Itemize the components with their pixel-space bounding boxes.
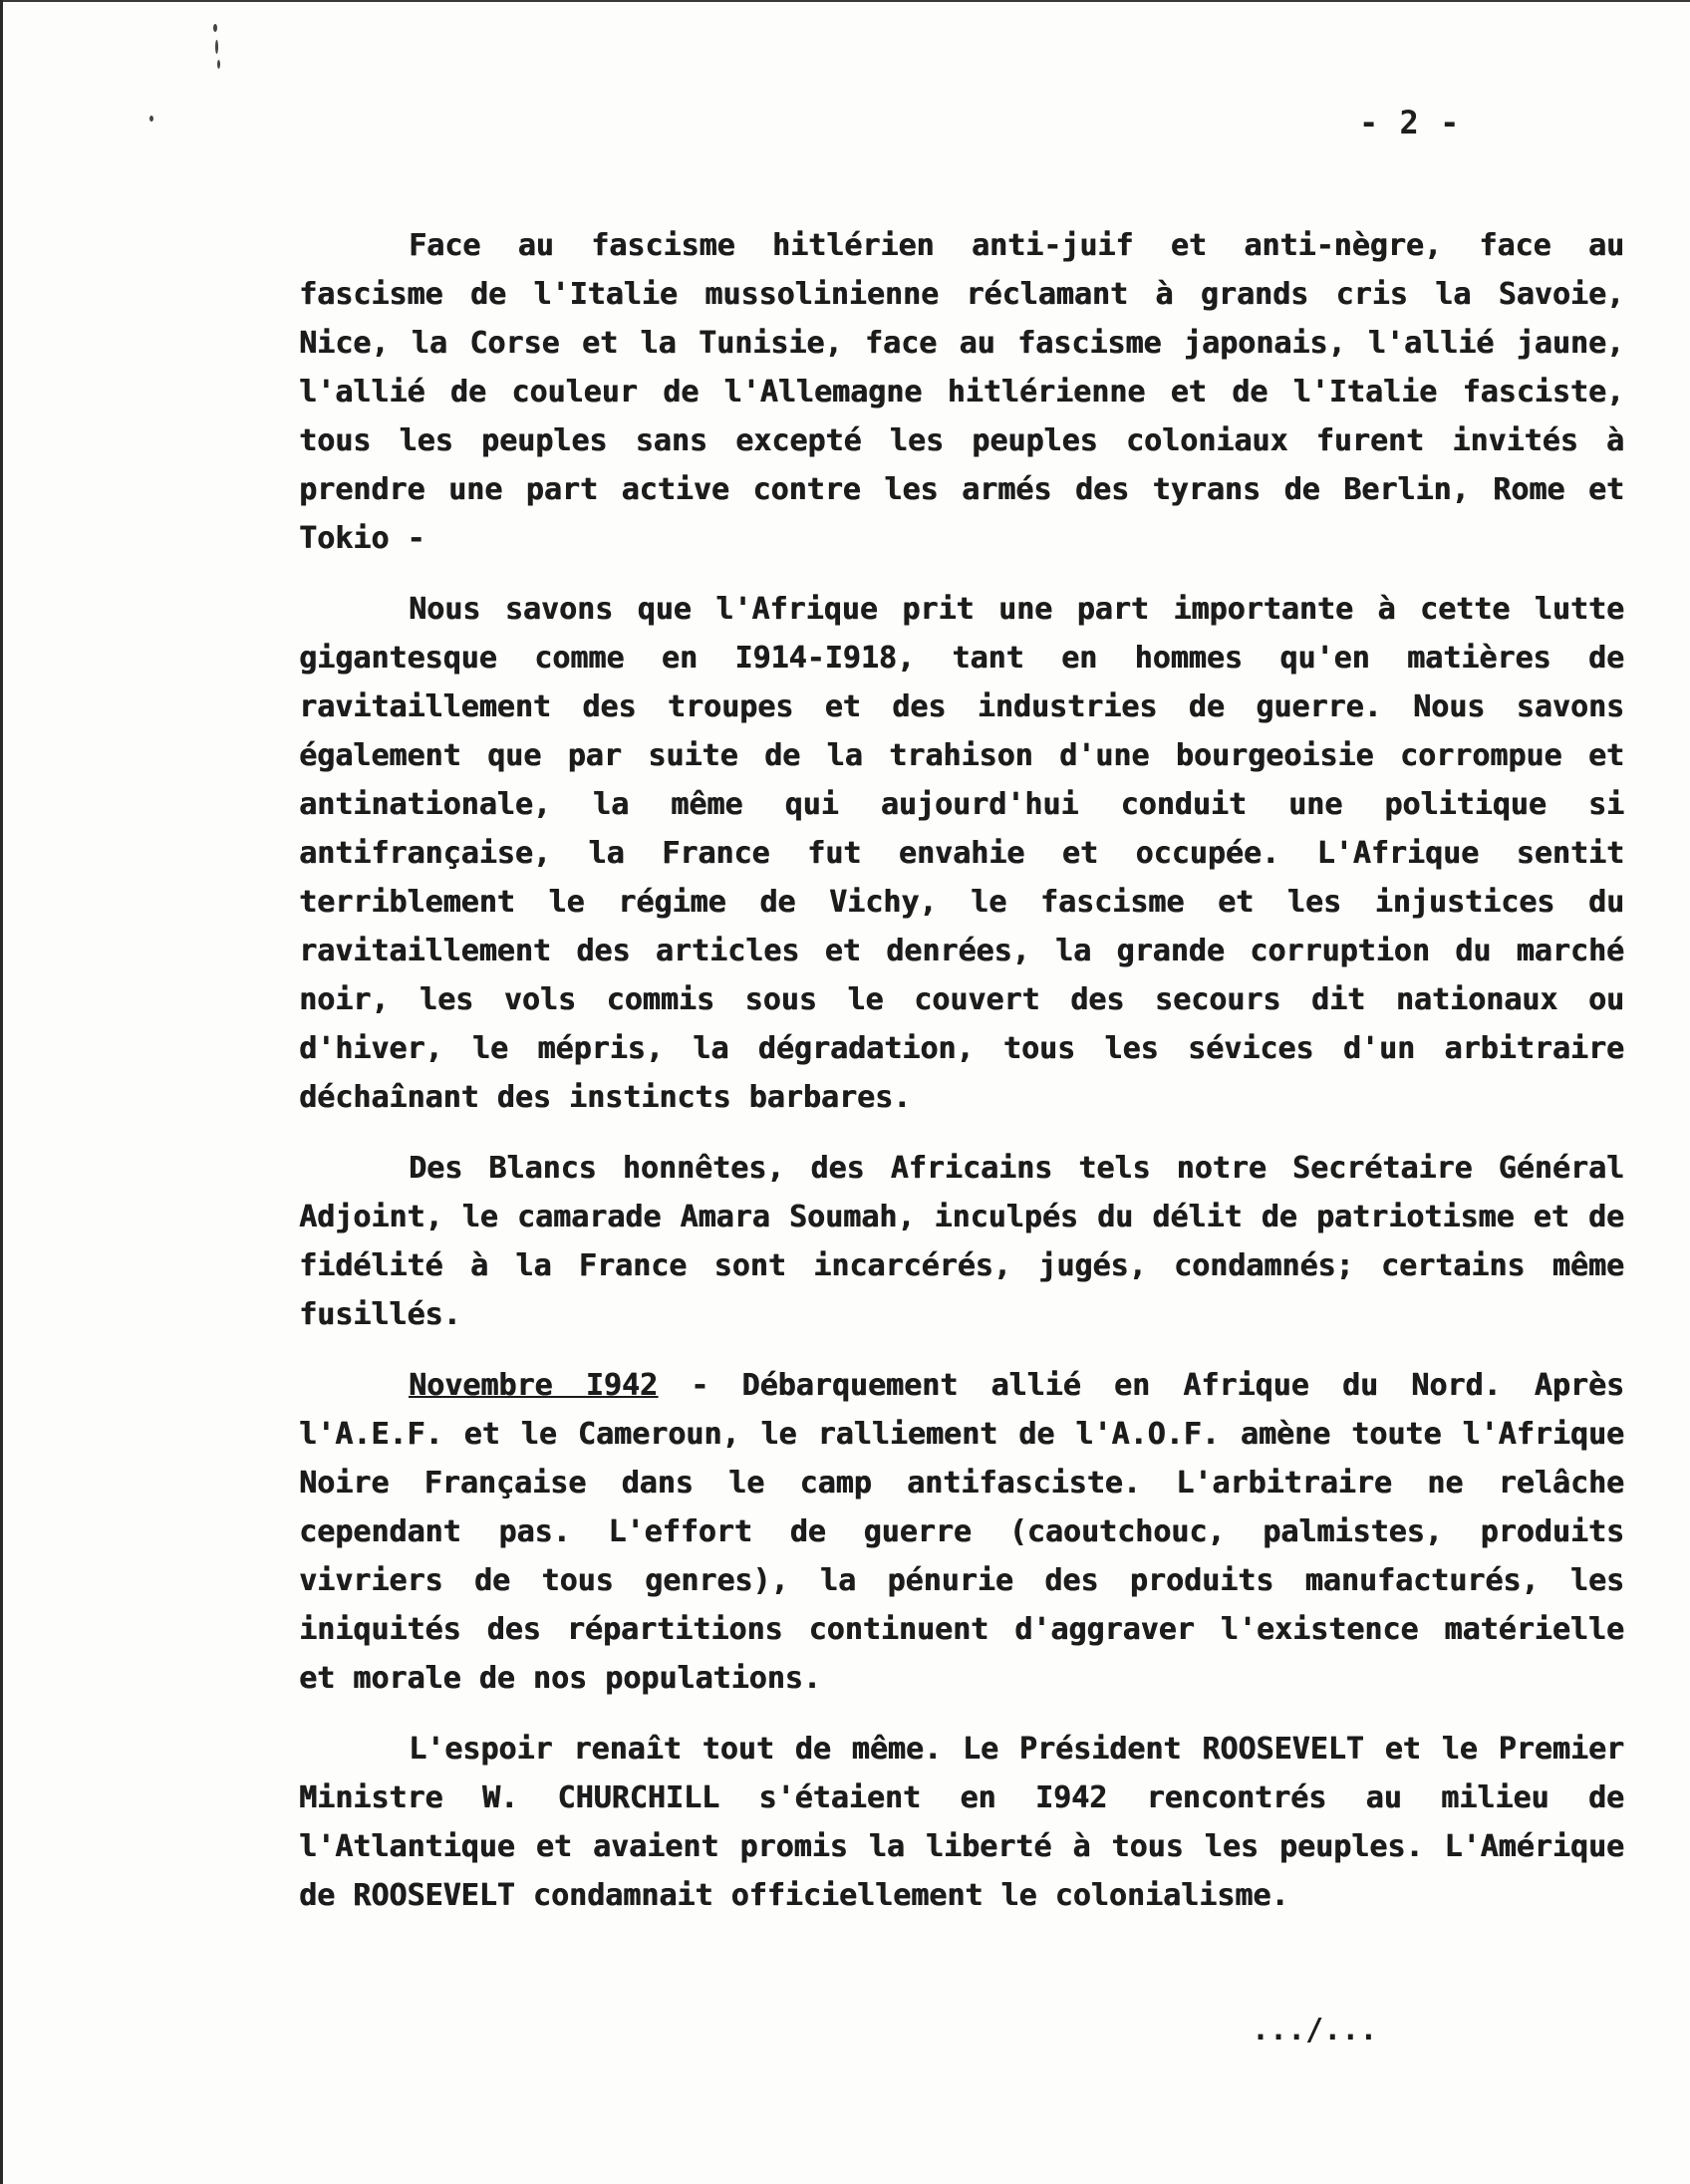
page-number: - 2 - bbox=[1359, 104, 1461, 141]
paragraph-november-1942-text: - Débarquement allié en Afrique du Nord. Après l'A.E.F. et le Cameroun, le ralliement de l'A.O.F. amène toute l'Afrique Noire Française dans le camp antifasciste. L'arbitraire ne relâche cependant pas. L'effort de guerre (caoutchouc, palmistes, produits vivriers de tous genres), la pénurie des produits manufacturés, les iniquités des répartitions continuent d'aggraver l'existence matérielle et morale de nos populations. bbox=[299, 1368, 1624, 1696]
scan-speck bbox=[213, 24, 217, 32]
continuation-mark: .../... bbox=[1252, 2013, 1378, 2048]
scan-speck bbox=[149, 116, 153, 122]
paragraph-africa-war-effort: Nous savons que l'Afrique prit une part importante à cette lutte gigantesque comme en I914-I918, tant en hommes qu'en matières de ravitaillement des troupes et des industries de guerre. Nous savons également que par suite de la trahison d'une bourgeoisie corrompue et antinationale, la même qui aujourd'hui conduit une politique si antifrançaise, la France fut envahie et occupée. L'Afrique sentit terriblement le régime de Vichy, le fascisme et les injustices du ravitaillement des articles et denrées, la grande corruption du marché noir, les vols commis sous le couvert des secours dit nationaux ou d'hiver, le mépris, la dégradation, tous les sévices d'un arbitraire déchaînant des instincts barbares. bbox=[299, 592, 1624, 1115]
paragraph-fascism: Face au fascisme hitlérien anti-juif et anti-nègre, face au fascisme de l'Italie mussolinienne réclamant à grands cris la Savoie, Nice, la Corse et la Tunisie, face au fascisme japonais, l'allié jaune, l'allié de couleur de l'Allemagne hitlérienne et de l'Italie fasciste, tous les peuples sans excepté les peuples coloniaux furent invités à prendre une part active contre les armés des tyrans de Berlin, Rome et Tokio - bbox=[299, 228, 1624, 556]
scan-edge-top bbox=[0, 0, 1690, 2]
paragraph-hope: L'espoir renaît tout de même. Le Président ROOSEVELT et le Premier Ministre W. CHURCHILL s'étaient en I942 rencontrés au milieu de l'Atlantique et avaient promis la liberté à tous les peuples. L'Amérique de ROOSEVELT condamnait officiellement le colonialisme. bbox=[299, 1732, 1624, 1913]
scan-speck bbox=[215, 40, 218, 54]
scan-speck bbox=[217, 60, 220, 69]
date-heading: Novembre I942 bbox=[409, 1368, 658, 1403]
paragraph-november-1942 bbox=[299, 1361, 1624, 1703]
letter-body bbox=[299, 221, 1624, 1942]
scan-edge-left bbox=[0, 0, 3, 2184]
paragraph-repression: Des Blancs honnêtes, des Africains tels notre Secrétaire Général Adjoint, le camarade Amara Soumah, inculpés du délit de patriotisme et de fidélité à la France sont incarcérés, jugés, condamnés; certains même fusillés. bbox=[299, 1151, 1624, 1332]
